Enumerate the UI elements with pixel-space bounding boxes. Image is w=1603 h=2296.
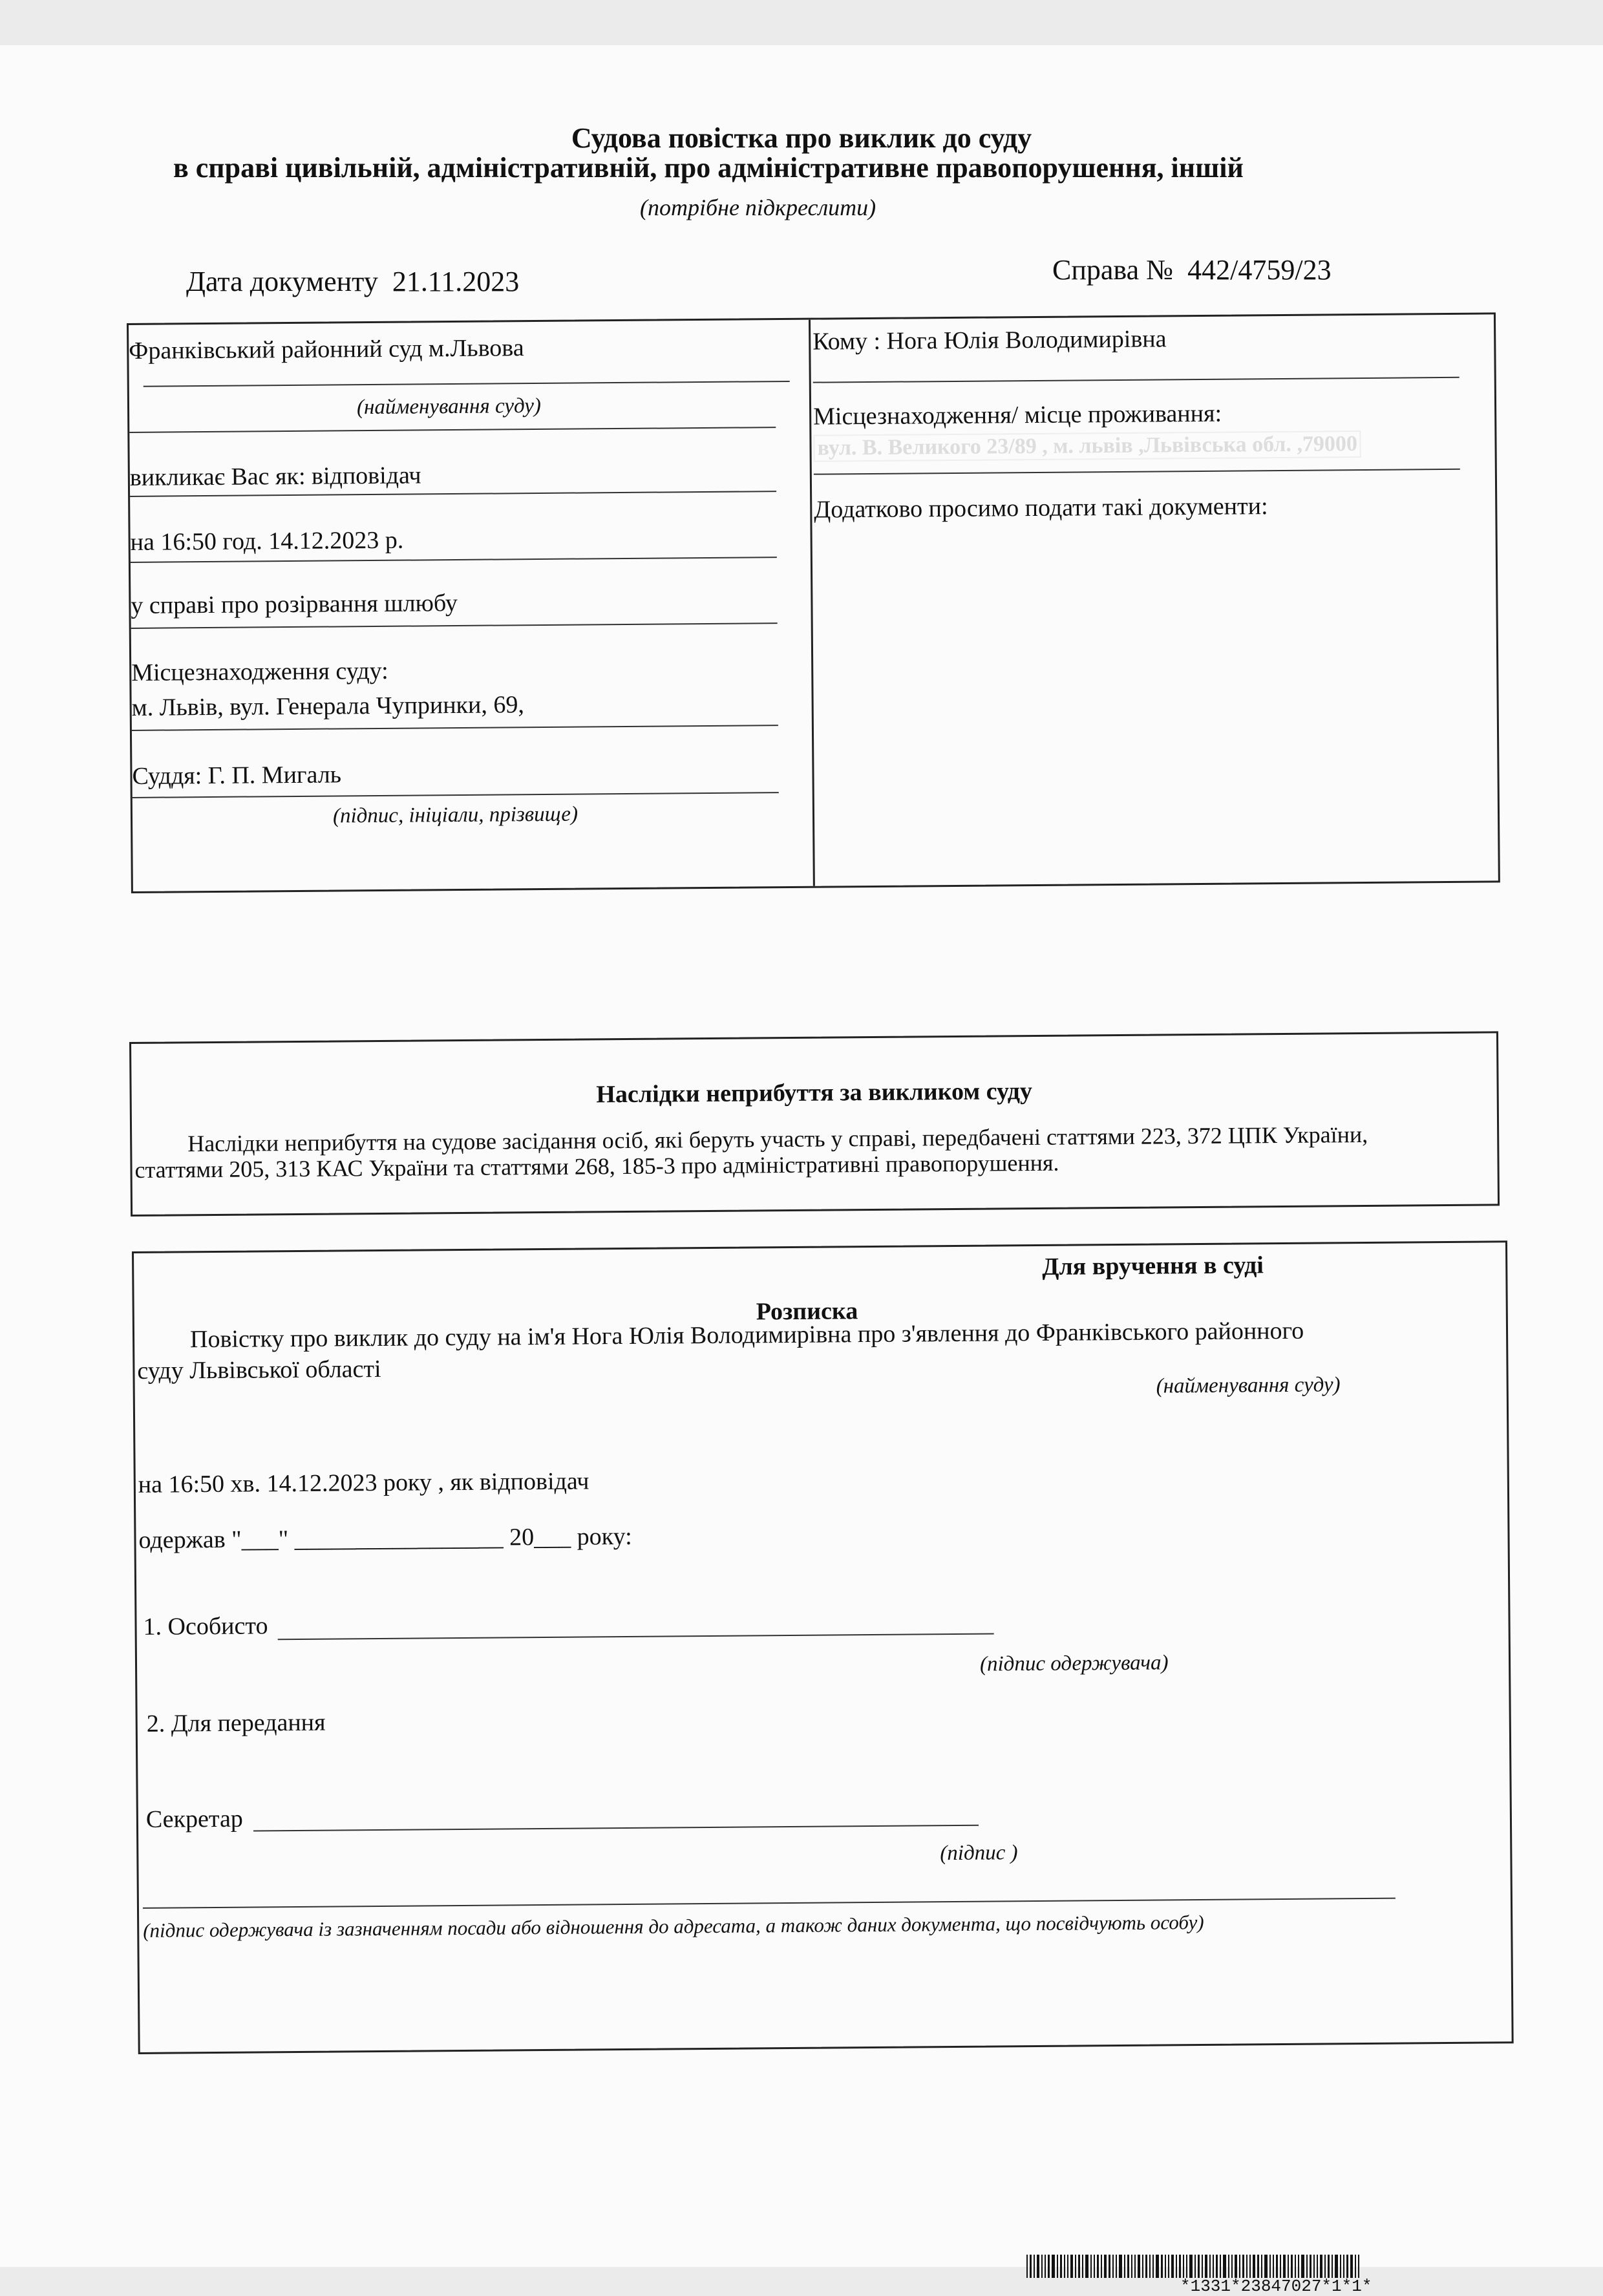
location-underline <box>132 725 778 731</box>
receipt-header-right: Для вручення в суді <box>1042 1251 1264 1281</box>
barcode-bar <box>1324 2255 1326 2278</box>
barcode-bar <box>1078 2255 1080 2278</box>
barcode-bar <box>1161 2255 1163 2278</box>
receipt-court-caption: (найменування суду) <box>1156 1373 1341 1398</box>
barcode-bar <box>1220 2255 1221 2278</box>
title-line-1: Судова повістка про виклик до суду <box>571 122 1032 154</box>
subject-underline <box>131 622 778 629</box>
barcode-bar <box>1090 2255 1092 2278</box>
personal-label: 1. Особисто <box>143 1612 268 1641</box>
summoned-as: викликає Вас як: відповідач <box>129 462 421 491</box>
barcode-bar <box>1189 2255 1193 2278</box>
recipient-underline <box>813 377 1460 383</box>
barcode-bar <box>1149 2255 1151 2278</box>
barcode-text: *1331*23847027*1*1* <box>1180 2277 1372 2296</box>
barcode-bar <box>1097 2255 1099 2278</box>
barcode-bar <box>1112 2255 1114 2278</box>
barcode-bar <box>1171 2255 1174 2278</box>
barcode-bar <box>1332 2255 1333 2278</box>
barcode-bar <box>1355 2255 1356 2278</box>
receipt-hearing-time: на 16:50 хв. 14.12.2023 року , як відповідач <box>138 1467 589 1498</box>
court-location-label: Місцезнаходження суду: <box>131 657 388 686</box>
barcode-bar <box>1261 2255 1262 2278</box>
judge-name: Суддя: Г. П. Мигаль <box>132 761 342 790</box>
barcode-bar <box>1085 2255 1088 2278</box>
secretary-caption: (підпис ) <box>940 1841 1018 1865</box>
receipt-text-1: Повістку про виклик до суду на ім'я Нога Юлія Володимирівна про з'явлення до Франківського районного <box>189 1317 1304 1354</box>
personal-signature-line <box>278 1633 994 1641</box>
title-note: (потрібне підкреслити) <box>640 195 876 220</box>
consequences-text-1: Наслідки неприбуття на судове засідання осіб, які беруть участь у справі, передбачені статтями 223, 372 ЦПК України, <box>187 1121 1368 1157</box>
barcode-bar <box>1306 2255 1308 2278</box>
barcode-bar <box>1213 2255 1214 2278</box>
barcode-bar <box>1310 2255 1311 2278</box>
barcode-bar <box>1223 2255 1226 2278</box>
court-caption: (найменування суду) <box>356 394 542 420</box>
case-number-label: Справа № <box>1052 254 1174 286</box>
barcode-bar <box>1067 2255 1068 2278</box>
transfer-label: 2. Для передання <box>146 1708 326 1738</box>
recipient: Кому : Нога Юлія Володимирівна <box>812 325 1167 356</box>
barcode-bar <box>1298 2255 1299 2278</box>
barcode-bar <box>1186 2255 1187 2278</box>
caption-underline <box>129 427 776 433</box>
barcode-bar <box>1209 2255 1211 2278</box>
barcode-bar <box>1145 2255 1147 2278</box>
barcode-bar <box>1048 2255 1050 2278</box>
barcode-bar <box>1082 2255 1083 2278</box>
barcode-bar <box>1358 2255 1359 2278</box>
barcode-bar <box>1335 2255 1338 2278</box>
barcode-bar <box>1165 2255 1166 2278</box>
doc-date-value: 21.11.2023 <box>392 266 520 297</box>
barcode-bar <box>1202 2255 1203 2278</box>
receipt-box <box>132 1240 1514 2054</box>
time-underline <box>131 557 777 563</box>
case-number-value: 442/4759/23 <box>1187 254 1332 286</box>
court-name-underline <box>143 381 790 387</box>
barcode-bar <box>1109 2255 1110 2278</box>
barcode-bar <box>1328 2255 1330 2278</box>
barcode-bar <box>1142 2255 1143 2278</box>
barcode-bar <box>1138 2255 1140 2278</box>
secretary-signature-line <box>253 1825 979 1832</box>
court-name: Франківський районний суд м.Львова <box>129 334 524 365</box>
barcode-bar <box>1119 2255 1122 2278</box>
barcode-bar <box>1301 2255 1304 2278</box>
barcode-bar <box>1064 2255 1065 2278</box>
hearing-time: на 16:50 год. 14.12.2023 р. <box>130 526 404 556</box>
address-label: Місцезнаходження/ місце проживання: <box>813 399 1222 430</box>
barcode-bar <box>1276 2255 1278 2278</box>
barcode-bar <box>1205 2255 1207 2278</box>
barcode-bar <box>1116 2255 1117 2278</box>
barcode-bar <box>1183 2255 1184 2278</box>
barcode-bar <box>1179 2255 1181 2278</box>
barcode-bar <box>1060 2255 1062 2278</box>
recipient-signature-line <box>143 1898 1396 1909</box>
barcode-bar <box>1317 2255 1318 2278</box>
barcode-bar <box>1264 2255 1268 2278</box>
summoned-underline <box>130 491 776 497</box>
barcode-bar <box>1346 2255 1348 2278</box>
barcode-bar <box>1037 2255 1039 2278</box>
address-value: вул. В. Великого 23/89 , м. львів ,Львівська обл. ,79000 <box>813 430 1361 462</box>
barcode-bar <box>1242 2255 1244 2278</box>
receipt-text-2: суду Львівської області <box>137 1355 381 1385</box>
barcode-bar <box>1030 2255 1032 2278</box>
address-underline <box>814 469 1460 475</box>
doc-date-label: Дата документу <box>186 266 378 297</box>
consequences-text-2: статтями 205, 313 КАС України та статтями 268, 185-3 про адміністративні правопорушення. <box>134 1149 1059 1183</box>
secretary-label: Секретар <box>145 1805 244 1833</box>
barcode-bar <box>1295 2255 1296 2278</box>
barcode-bar <box>1052 2255 1055 2278</box>
barcode-bar <box>1283 2255 1286 2278</box>
barcode-bar <box>1273 2255 1274 2278</box>
case-number <box>1052 253 1332 286</box>
received-line: одержав "___" _________________ 20___ року: <box>138 1522 632 1554</box>
barcode-bar <box>1280 2255 1281 2278</box>
barcode-bar <box>1156 2255 1159 2278</box>
recipient-signature-caption: (підпис одержувача із зазначенням посади або відношення до адресата, а також даних документа, що посвідчують особу) <box>143 1911 1204 1942</box>
barcode-bar <box>1313 2255 1315 2278</box>
court-location-value: м. Львів, вул. Генерала Чупринки, 69, <box>131 691 525 721</box>
barcode-bar <box>1253 2255 1255 2278</box>
barcode-bar <box>1343 2255 1344 2278</box>
barcode-bar <box>1228 2255 1229 2278</box>
judge-underline <box>133 792 779 798</box>
barcode-bar <box>1075 2255 1076 2278</box>
doc-date <box>186 265 519 298</box>
barcode-bar <box>1124 2255 1125 2278</box>
barcode-bar <box>1239 2255 1240 2278</box>
barcode-bar <box>1168 2255 1169 2278</box>
barcode-bar <box>1041 2255 1043 2278</box>
barcode-bar <box>1216 2255 1218 2278</box>
summons-box <box>127 312 1500 893</box>
barcode-bar <box>1026 2255 1028 2278</box>
barcode-bar <box>1034 2255 1035 2278</box>
barcode-bar <box>1350 2255 1353 2278</box>
barcode-bar <box>1152 2255 1154 2278</box>
barcode-bar <box>1257 2255 1259 2278</box>
barcode-bar <box>1134 2255 1136 2278</box>
barcode-bar <box>1340 2255 1341 2278</box>
consequences-title: Наслідки неприбуття за викликом суду <box>596 1078 1033 1109</box>
receipt-title: Розписка <box>756 1297 858 1326</box>
barcode-bar <box>1127 2255 1129 2278</box>
barcode-bar <box>1198 2255 1200 2278</box>
consequences-box <box>129 1031 1500 1217</box>
barcode-bar <box>1235 2255 1237 2278</box>
barcode-bar <box>1249 2255 1251 2278</box>
barcode-bar <box>1176 2255 1177 2278</box>
barcode <box>1026 2252 1524 2278</box>
barcode-bar <box>1104 2255 1107 2278</box>
personal-caption: (підпис одержувача) <box>979 1651 1169 1676</box>
barcode-bar <box>1320 2255 1322 2278</box>
barcode-bar <box>1094 2255 1095 2278</box>
case-subject: у справі про розірвання шлюбу <box>131 589 458 619</box>
title-line-2: в справі цивільній, адміністративній, про адміністративне правопорушення, іншій <box>173 152 1244 184</box>
barcode-bar <box>1101 2255 1102 2278</box>
barcode-bar <box>1194 2255 1196 2278</box>
documents-label: Додатково просимо подати такі документи: <box>814 493 1268 524</box>
barcode-bar <box>1131 2255 1132 2278</box>
barcode-bar <box>1288 2255 1289 2278</box>
barcode-bar <box>1070 2255 1073 2278</box>
barcode-bar <box>1291 2255 1293 2278</box>
summons-page <box>0 45 1603 2296</box>
barcode-bar <box>1045 2255 1046 2278</box>
barcode-bar <box>1057 2255 1058 2278</box>
barcode-bar <box>1246 2255 1247 2278</box>
barcode-bar <box>1269 2255 1271 2278</box>
barcode-bar <box>1231 2255 1233 2278</box>
judge-caption: (підпис, ініціали, прізвище) <box>332 802 579 828</box>
